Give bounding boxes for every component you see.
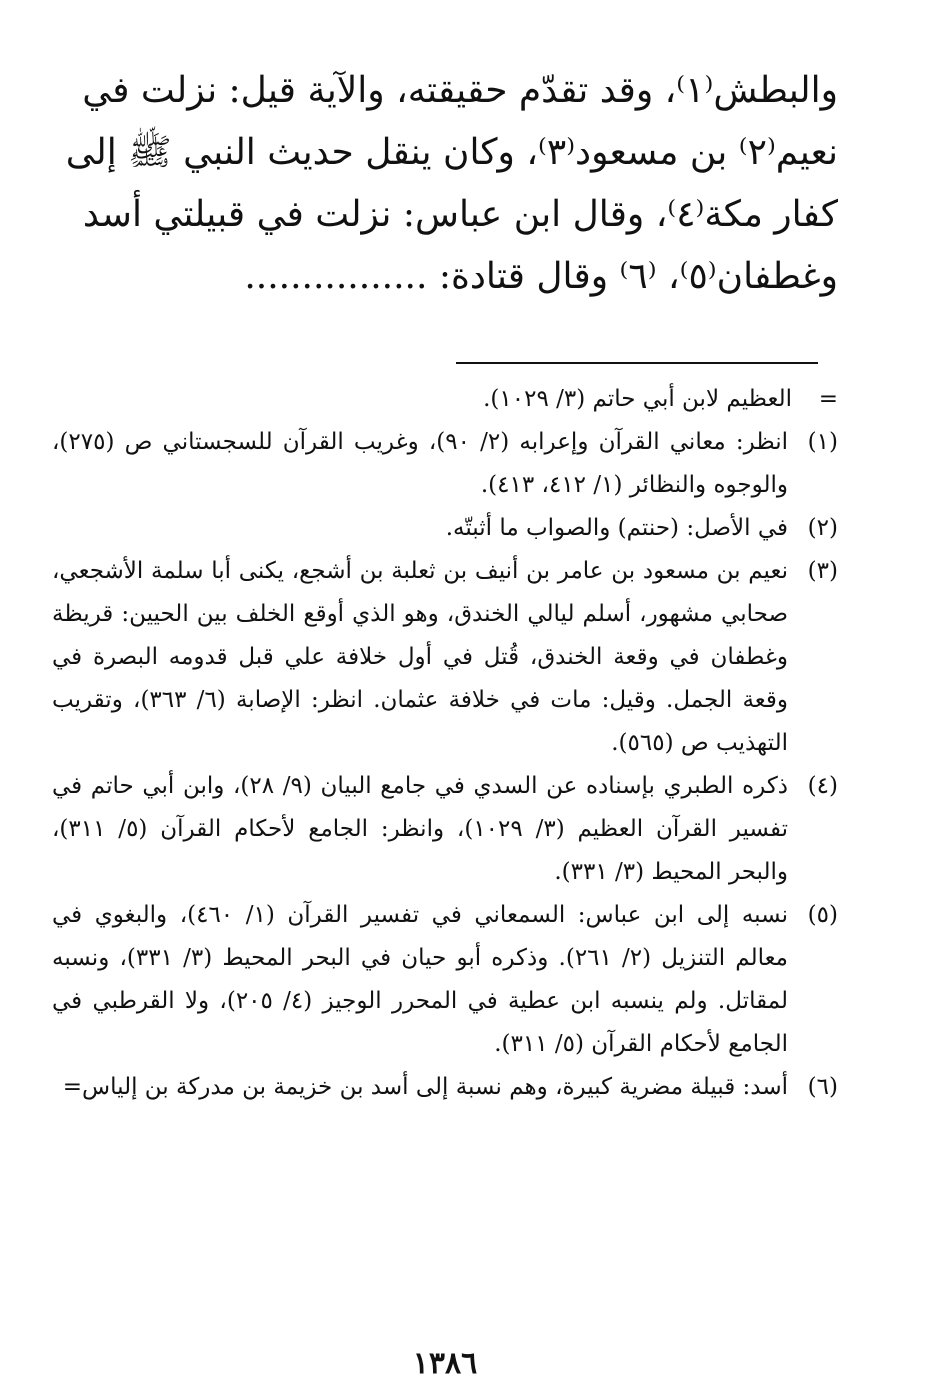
main-text-line: وغطفان⁽٥⁾، ⁽٦⁾ وقال قتادة: ................ bbox=[244, 256, 838, 297]
footnote-number: (١) bbox=[807, 429, 838, 455]
footnote-2 bbox=[52, 507, 838, 550]
main-text bbox=[52, 60, 838, 308]
footnote-text: انظر: معاني القرآن وإعرابه (٢/ ٩٠)، وغريب القرآن للسجستاني ص (٢٧٥)، والوجوه والنظائر (١/ ٤١٢، ٤١٣). bbox=[52, 429, 788, 498]
footnote-number: (٤) bbox=[807, 773, 838, 799]
footnote-number: (٥) bbox=[807, 902, 838, 928]
footnote-number: (٢) bbox=[807, 515, 838, 541]
footnote-text: ذكره الطبري بإسناده عن السدي في جامع البيان (٩/ ٢٨)، وابن أبي حاتم في تفسير القرآن العظيم (٣/ ١٠٢٩)، وانظر: الجامع لأحكام القرآن (٥/ ٣١١)، والبحر المحيط (٣/ ٣٣١). bbox=[52, 773, 789, 885]
main-text-line: والبطش⁽١⁾، وقد تقدّم حقيقته، والآية قيل: نزلت في bbox=[82, 70, 838, 111]
book-page bbox=[52, 60, 838, 1381]
footnote-4 bbox=[52, 765, 838, 894]
footnotes bbox=[52, 378, 838, 1109]
page-number: ١٣٨٦ bbox=[412, 1346, 478, 1381]
footnote-separator bbox=[456, 362, 818, 364]
footnote-3 bbox=[52, 550, 838, 765]
footnote-number: (٦) bbox=[807, 1074, 838, 1100]
main-text-line: نعيم⁽٢⁾ بن مسعود⁽٣⁾، وكان ينقل حديث النبي ﷺ إلى bbox=[65, 132, 838, 173]
footnote-continuation-text: العظيم لابن أبي حاتم (٣/ ١٠٢٩). bbox=[483, 386, 792, 412]
footnote-6 bbox=[52, 1066, 838, 1109]
footnote-text: أسد: قبيلة مضرية كبيرة، وهم نسبة إلى أسد بن خزيمة بن مدركة بن إلياس= bbox=[62, 1074, 788, 1100]
footnote-number: (٣) bbox=[807, 558, 838, 584]
footnote-continuation bbox=[52, 378, 838, 421]
main-text-line: كفار مكة⁽٤⁾، وقال ابن عباس: نزلت في قبيلتي أسد bbox=[82, 194, 838, 235]
continuation-mark: = bbox=[818, 386, 838, 412]
footnote-text: نسبه إلى ابن عباس: السمعاني في تفسير القرآن (١/ ٤٦٠)، والبغوي في معالم التنزيل (٢/ ٢٦١). وذكره أبو حيان في البحر المحيط (٣/ ٣٣١)، ونسبه لمقاتل. ولم ينسبه ابن عطية في المحرر الوجيز (٤/ ٢٠٥)، ولا القرطبي في الجامع لأحكام القرآن (٥/ ٣١١). bbox=[52, 902, 789, 1057]
footnote-text: نعيم بن مسعود بن عامر بن أنيف بن ثعلبة بن أشجع، يكنى أبا سلمة الأشجعي، صحابي مشهور، أسلم ليالي الخندق، وهو الذي أوقع الخلف بين الحيين: قريظة وغطفان في وقعة الخندق، قُتل في أول خلافة علي قبل قدومه البصرة في وقعة الجمل. وقيل: مات في خلافة عثمان. انظر: الإصابة (٦/ ٣٦٣)، وتقريب التهذيب ص (٥٦٥). bbox=[52, 558, 789, 756]
footnote-text: في الأصل: (حنتم) والصواب ما أثبتّه. bbox=[445, 515, 788, 541]
footnote-1 bbox=[52, 421, 838, 507]
footnote-5 bbox=[52, 894, 838, 1066]
